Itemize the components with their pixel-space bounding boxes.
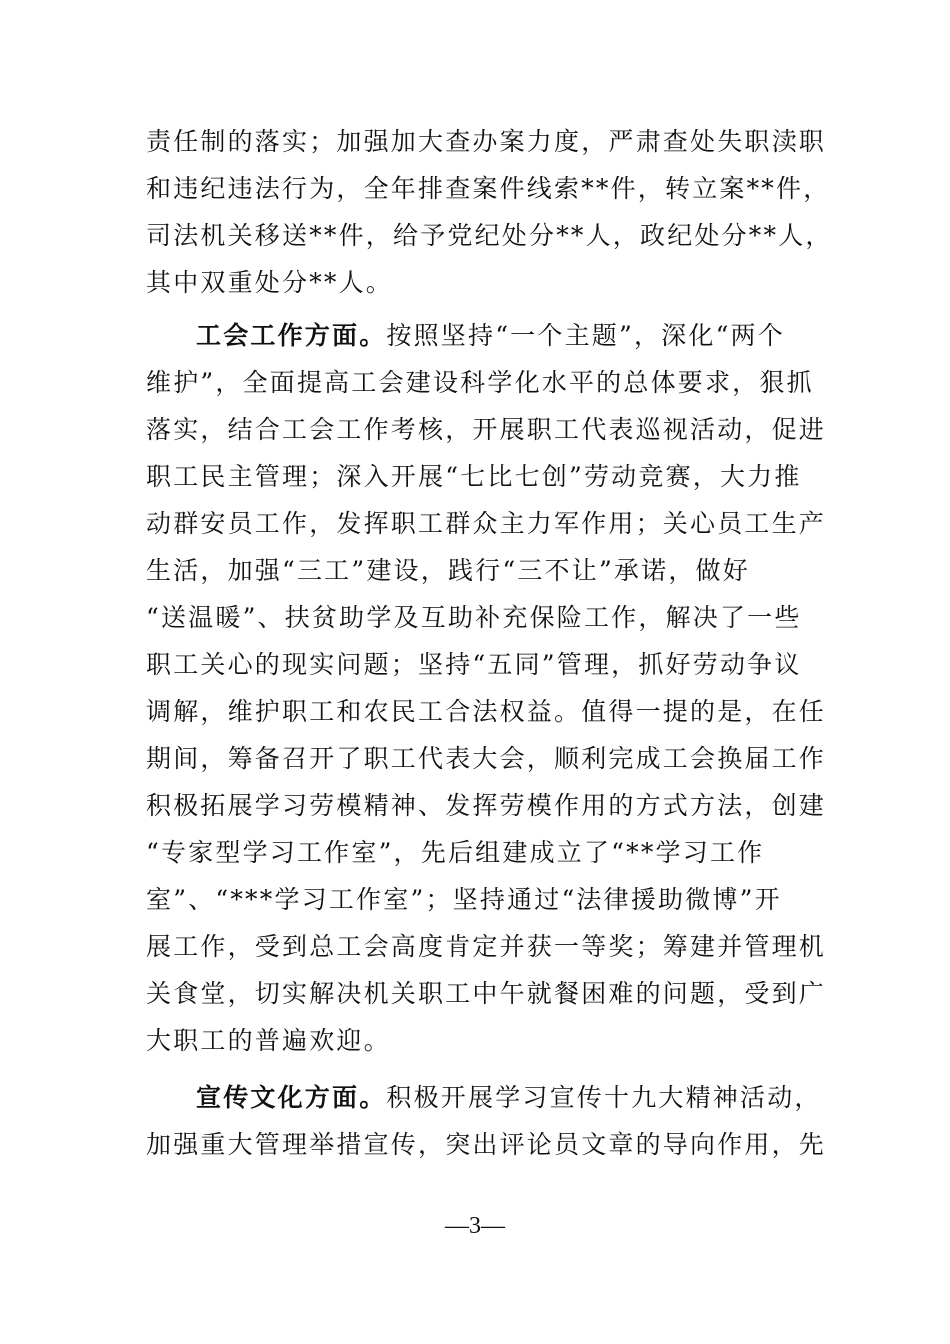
text-line: 其中双重处分**人。 <box>146 268 394 297</box>
text-line: 展工作，受到总工会高度肯定并获一等奖；筹建并管理机 <box>146 932 827 961</box>
page-number: —3— <box>445 1213 505 1239</box>
text-line: 落实，结合工会工作考核，开展职工代表巡视活动，促进 <box>146 415 827 444</box>
text-line: “送温暖”、扶贫助学及互助补充保险工作，解决了一些 <box>146 603 802 632</box>
text-line: 责任制的落实；加强加大查办案力度，严肃查处失职渎职 <box>146 127 827 156</box>
text-line: 加强重大管理举措宣传，突出评论员文章的导向作用，先 <box>146 1130 827 1159</box>
text-line: 维护”，全面提高工会建设科学化水平的总体要求，狠抓 <box>146 368 814 397</box>
text-line: 生活，加强“三工”建设，践行“三不让”承诺，做好 <box>146 556 750 585</box>
text-line: 和违纪违法行为，全年排查案件线索**件，转立案**件， <box>146 174 831 203</box>
text-line: 司法机关移送**件，给予党纪处分**人，政纪处分**人， <box>146 221 833 250</box>
text-line: 职工民主管理；深入开展“七比七创”劳动竞赛，大力推 <box>146 462 802 491</box>
text-line: 调解，维护职工和农民工合法权益。值得一提的是，在任 <box>146 697 827 726</box>
text-line: 大职工的普遍欢迎。 <box>146 1026 391 1055</box>
paragraph-first-line: 工会工作方面。按照坚持“一个主题”，深化“两个 <box>196 321 785 350</box>
text-line: 职工关心的现实问题；坚持“五同”管理，抓好劳动争议 <box>146 650 802 679</box>
text-line: 关食堂，切实解决机关职工中午就餐困难的问题，受到广 <box>146 979 827 1008</box>
text-line: 期间，筹备召开了职工代表大会，顺利完成工会换届工作 <box>146 744 827 773</box>
text-line: 动群安员工作，发挥职工群众主力军作用；关心员工生产 <box>146 509 827 538</box>
text-line: “专家型学习工作室”，先后组建成立了“**学习工作 <box>146 838 765 867</box>
text-line: 积极拓展学习劳模精神、发挥劳模作用的方式方法，创建 <box>146 791 827 820</box>
section-heading: 宣传文化方面。 <box>196 1083 387 1112</box>
paragraph-first-line: 宣传文化方面。积极开展学习宣传十九大精神活动， <box>196 1083 822 1112</box>
section-heading: 工会工作方面。 <box>196 321 387 350</box>
text-line: 室”、“***学习工作室”；坚持通过“法律援助微博”开 <box>146 885 782 914</box>
